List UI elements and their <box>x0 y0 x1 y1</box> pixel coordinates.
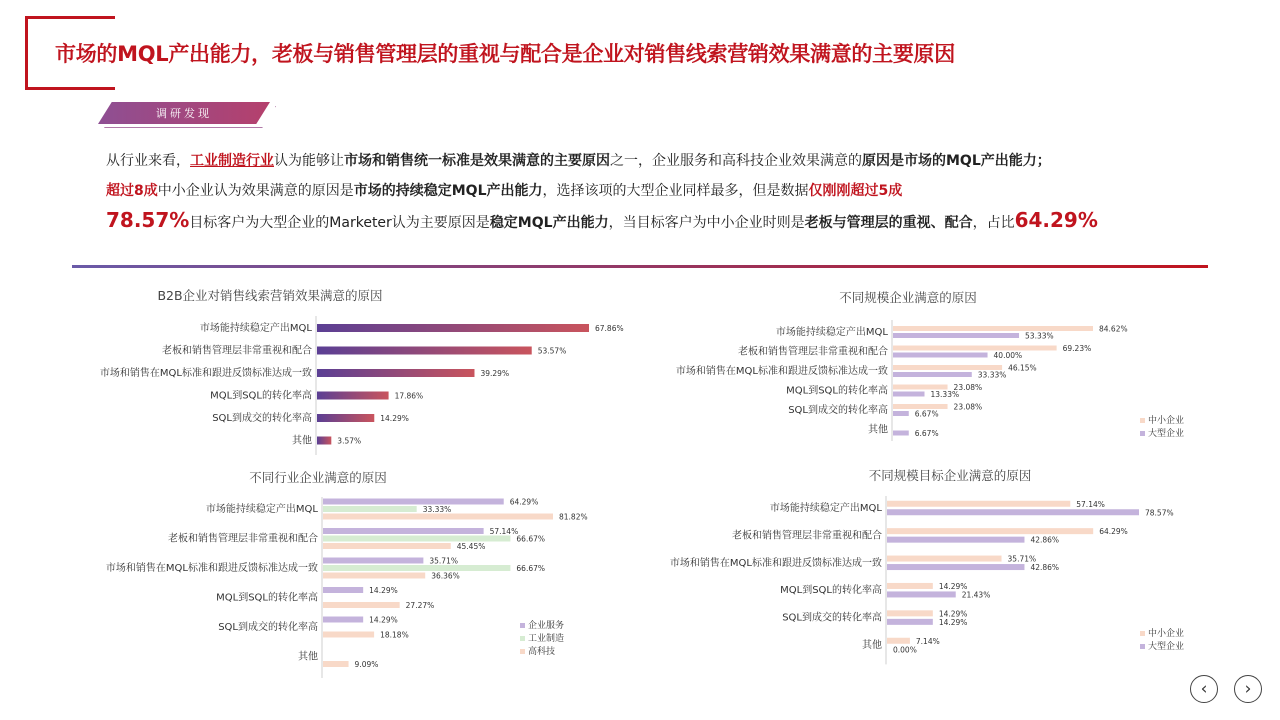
category-label: 市场和销售在MQL标准和跟进反馈标准达成一致 <box>105 563 318 574</box>
finding-stat: 78.57% <box>106 208 190 232</box>
category-label: 老板和销售管理层非常重视和配合 <box>732 530 882 542</box>
bar <box>323 661 349 667</box>
data-label: 0.00% <box>893 645 917 655</box>
data-label: 64.29% <box>509 497 539 507</box>
category-label: 市场和销售在MQL标准和跟进反馈标准达成一致 <box>669 557 882 569</box>
bar <box>317 414 374 422</box>
bar <box>887 564 1024 570</box>
finding-text: 目标客户为大型企业的Marketer认为主要原因是 <box>189 215 490 231</box>
bar <box>887 638 910 644</box>
data-label: 67.86% <box>595 324 624 333</box>
bar <box>893 372 972 377</box>
data-label: 53.33% <box>1025 331 1054 341</box>
category-label: 其他 <box>868 424 888 436</box>
category-label: 其他 <box>298 651 318 663</box>
finding-text: ，占比 <box>972 215 1015 231</box>
bar <box>893 385 948 390</box>
bar <box>887 528 1093 534</box>
data-label: 6.67% <box>914 429 939 438</box>
category-label: 市场和销售在MQL标准和跟进反馈标准达成一致 <box>675 366 888 377</box>
bar <box>887 501 1070 507</box>
finding-line-2 <box>106 180 902 200</box>
finding-highlight: 工业制造行业 <box>190 153 274 169</box>
chart-svg <box>640 286 1240 451</box>
bar <box>893 333 1019 338</box>
bar <box>323 543 451 549</box>
category-label: SQL到成交的转化率高 <box>782 612 882 624</box>
bar <box>887 610 933 616</box>
bar <box>317 347 532 355</box>
legend-swatch <box>1140 631 1145 636</box>
data-label: 14.29% <box>380 414 409 423</box>
data-label: 36.36% <box>431 571 460 581</box>
data-label: 42.86% <box>1030 535 1060 545</box>
data-label: 14.29% <box>938 609 968 619</box>
data-label: 57.14% <box>489 527 519 536</box>
finding-emphasis: 原因是市场的MQL产出能力； <box>862 153 1051 169</box>
category-label: 老板和销售管理层非常重视和配合 <box>168 533 318 545</box>
chevron-right-icon: › <box>1244 679 1252 699</box>
data-label: 66.67% <box>516 534 546 544</box>
finding-text: ，当目标客户为中小企业时则是 <box>608 215 805 231</box>
data-label: 23.08% <box>953 383 983 392</box>
data-label: 39.29% <box>480 369 510 378</box>
legend-label: 大型企业 <box>1148 642 1185 652</box>
data-label: 81.82% <box>559 512 588 522</box>
data-label: 33.33% <box>422 505 452 514</box>
bar <box>323 632 374 638</box>
page-title: 市场的MQL产出能力，老板与销售管理层的重视与配合是企业对销售线索营销效果满意的主要原因 <box>55 42 955 66</box>
data-label: 6.67% <box>914 409 939 419</box>
data-label: 27.27% <box>405 601 435 610</box>
finding-text: 中小企业认为效果满意的原因是 <box>157 183 354 199</box>
category-label: 老板和销售管理层非常重视和配合 <box>738 346 888 358</box>
category-label: 其他 <box>292 435 312 447</box>
category-label: 老板和销售管理层非常重视和配合 <box>162 345 312 357</box>
chart-svg <box>60 464 620 669</box>
data-label: 64.29% <box>1099 527 1128 537</box>
chart-by-scale <box>640 286 1240 451</box>
data-label: 57.14% <box>1076 499 1105 509</box>
data-label: 78.57% <box>1145 508 1174 518</box>
bar <box>887 591 956 597</box>
legend-label: 企业服务 <box>528 621 565 631</box>
bar <box>893 404 948 409</box>
data-label: 13.33% <box>930 390 960 399</box>
legend-swatch <box>1140 644 1145 649</box>
data-label: 33.33% <box>977 370 1007 380</box>
data-label: 53.57% <box>537 346 567 356</box>
bar <box>323 602 400 608</box>
section-tag <box>98 102 276 128</box>
bar <box>323 506 417 512</box>
finding-emphasis: 稳定MQL产出能力 <box>489 215 609 231</box>
finding-text: ，选择该项的大型企业同样最多，但是数据 <box>542 183 809 199</box>
bar <box>323 587 363 593</box>
finding-stat: 64.29% <box>1014 208 1098 232</box>
next-page-button[interactable] <box>1234 675 1262 703</box>
data-label: 46.15% <box>1008 363 1037 373</box>
legend-swatch <box>1140 431 1145 436</box>
legend-label: 高科技 <box>528 647 556 657</box>
bar <box>893 353 988 358</box>
category-label: MQL到SQL的转化率高 <box>216 592 318 604</box>
finding-line-3 <box>106 208 1098 232</box>
chart-title: 不同规模目标企业满意的原因 <box>868 468 1032 483</box>
finding-text: 之一，企业服务和高科技企业效果满意的 <box>610 153 862 169</box>
finding-highlight: 超过8成 <box>106 183 158 199</box>
bar <box>323 565 510 571</box>
bar <box>893 392 925 397</box>
data-label: 14.29% <box>369 586 398 595</box>
chart-overall <box>60 282 624 452</box>
data-label: 17.86% <box>394 391 424 401</box>
bar <box>887 537 1024 543</box>
bar <box>317 369 474 377</box>
bar <box>893 326 1093 331</box>
finding-emphasis: 老板与管理层的重视、配合 <box>804 215 973 231</box>
bar <box>887 556 1002 562</box>
category-label: 其他 <box>862 640 882 651</box>
chart-title: 不同规模企业满意的原因 <box>839 290 977 305</box>
bar <box>317 437 331 445</box>
category-label: 市场能持续稳定产出MQL <box>205 504 318 515</box>
legend-label: 中小企业 <box>1148 416 1185 426</box>
data-label: 40.00% <box>993 351 1023 360</box>
data-label: 9.09% <box>354 660 379 669</box>
bar <box>323 558 423 564</box>
prev-page-button[interactable] <box>1190 675 1218 703</box>
legend-swatch <box>520 649 525 654</box>
legend-label: 大型企业 <box>1148 429 1185 439</box>
bar <box>323 617 363 623</box>
bar <box>323 536 510 542</box>
category-label: 市场能持续稳定产出MQL <box>199 323 312 334</box>
bar <box>317 392 389 400</box>
data-label: 69.23% <box>1062 344 1092 353</box>
chart-title: 不同行业企业满意的原因 <box>249 470 387 485</box>
finding-highlight: 仅刚刚超过5成 <box>808 183 903 199</box>
category-label: SQL到成交的转化率高 <box>212 413 312 424</box>
bar <box>323 499 504 505</box>
category-label: MQL到SQL的转化率高 <box>780 585 882 597</box>
finding-emphasis: 市场和销售统一标准是效果满意的主要原因 <box>344 153 610 169</box>
legend-label: 工业制造 <box>528 634 565 644</box>
bar <box>323 514 553 520</box>
legend-swatch <box>520 636 525 641</box>
finding-line-1 <box>106 150 1051 170</box>
data-label: 7.14% <box>915 636 940 646</box>
data-label: 66.67% <box>516 564 546 573</box>
chart-title: B2B企业对销售线索营销效果满意的原因 <box>157 288 383 303</box>
data-label: 45.45% <box>456 542 486 551</box>
finding-emphasis: 市场的持续稳定MQL产出能力 <box>353 183 543 199</box>
bar <box>323 528 484 534</box>
category-label: SQL到成交的转化率高 <box>788 405 888 416</box>
bar <box>887 619 933 625</box>
finding-text: 从行业来看， <box>106 153 190 169</box>
bar <box>887 509 1139 515</box>
data-label: 21.43% <box>961 590 991 600</box>
section-tag-label: 调研发现 <box>156 107 212 120</box>
chart-svg <box>60 282 624 452</box>
bar <box>893 411 909 416</box>
data-label: 14.29% <box>369 615 398 625</box>
bar <box>893 346 1057 351</box>
category-label: MQL到SQL的转化率高 <box>210 390 312 402</box>
data-label: 14.29% <box>938 617 968 627</box>
data-label: 3.57% <box>337 436 362 446</box>
finding-text: 认为能够让 <box>274 153 344 169</box>
data-label: 18.18% <box>380 630 409 640</box>
data-label: 14.29% <box>938 581 968 591</box>
section-divider <box>72 265 1208 268</box>
bar <box>323 573 425 579</box>
bar <box>893 431 909 436</box>
chart-svg <box>640 464 1240 664</box>
data-label: 23.08% <box>953 402 983 412</box>
category-label: MQL到SQL的转化率高 <box>786 385 888 397</box>
category-label: 市场能持续稳定产出MQL <box>769 503 882 514</box>
data-label: 35.71% <box>1007 554 1037 564</box>
bar <box>317 324 589 332</box>
chart-by-industry <box>60 464 620 669</box>
legend-swatch <box>1140 418 1145 423</box>
legend-swatch <box>520 623 525 628</box>
category-label: 市场能持续稳定产出MQL <box>775 327 888 338</box>
category-label: 市场和销售在MQL标准和跟进反馈标准达成一致 <box>99 368 312 379</box>
data-label: 42.86% <box>1030 563 1060 573</box>
chevron-left-icon: ‹ <box>1200 679 1208 699</box>
bar <box>887 583 933 589</box>
legend-label: 中小企业 <box>1148 629 1185 639</box>
data-label: 35.71% <box>429 556 458 566</box>
data-label: 84.62% <box>1099 324 1128 334</box>
chart-by-target <box>640 464 1240 664</box>
bar <box>893 365 1002 370</box>
category-label: SQL到成交的转化率高 <box>218 622 318 633</box>
